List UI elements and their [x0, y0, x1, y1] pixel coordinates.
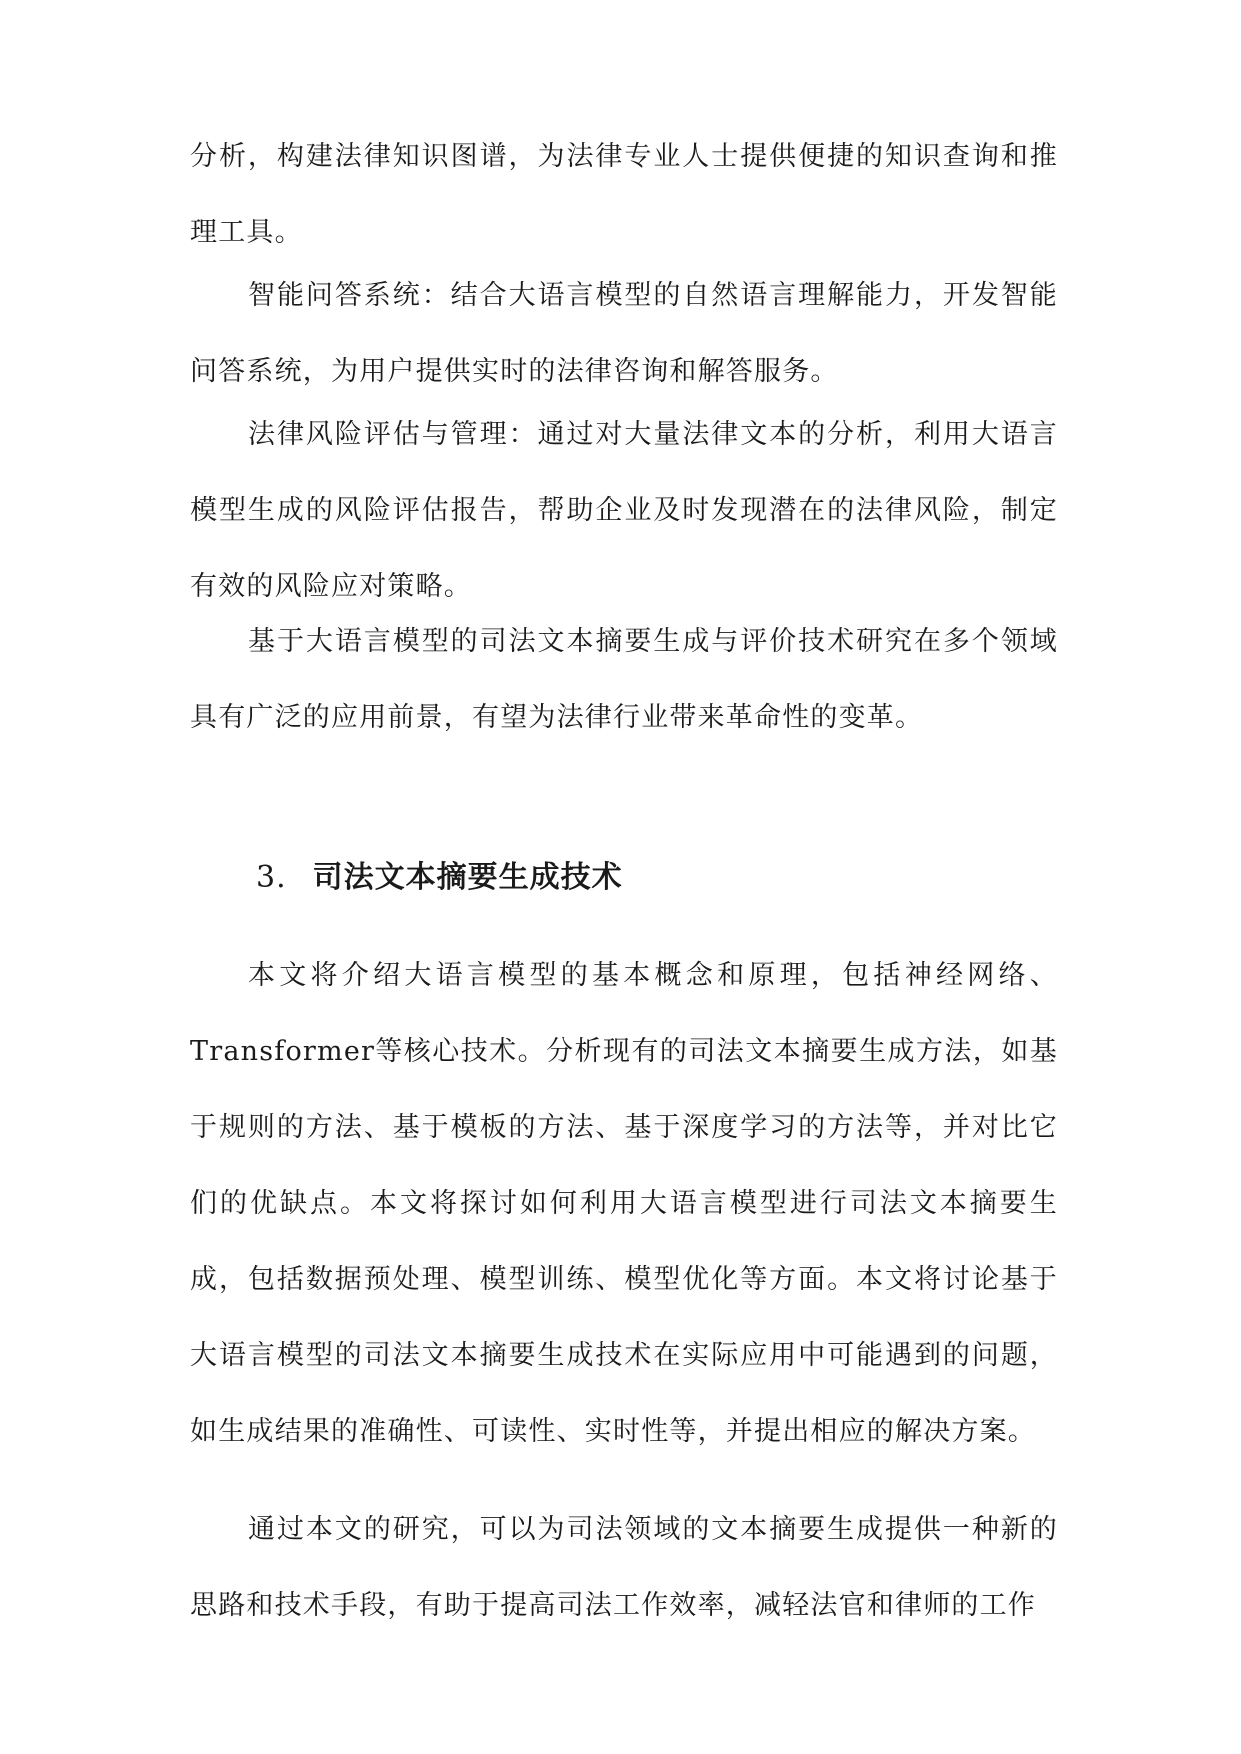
section-number: 3. — [256, 860, 287, 895]
paragraph-knowledge-graph: 分析，构建法律知识图谱，为法律专业人士提供便捷的知识查询和推理工具。 — [190, 141, 1058, 248]
paragraph-method-overview: 本文将介绍大语言模型的基本概念和原理，包括神经网络、Transformer等核心技术。分析现有的司法文本摘要生成方法，如基于规则的方法、基于模板的方法、基于深度学习的方法等，并对比它们的优缺点。本文将探讨如何利用大语言模型进行司法文本摘要生成，包括数据预处理、模型训练、模型优化等方面。本文将讨论基于大语言模型的司法文本摘要生成技术在实际应用中可能遇到的问题，如生成结果的准确性、可读性、实时性等，并提出相应的解决方案。 — [190, 960, 1058, 1447]
section-heading — [256, 858, 623, 898]
paragraph-risk-assessment: 法律风险评估与管理：通过对大量法律文本的分析，利用大语言模型生成的风险评估报告，帮助企业及时发现潜在的法律风险，制定有效的风险应对策略。 — [190, 419, 1058, 602]
section-title: 司法文本摘要生成技术 — [312, 860, 623, 895]
paragraph-research-value: 通过本文的研究，可以为司法领域的文本摘要生成提供一种新的思路和技术手段，有助于提高司法工作效率，减轻法官和律师的工作 — [190, 1514, 1058, 1621]
paragraph-qa-system: 智能问答系统：结合大语言模型的自然语言理解能力，开发智能问答系统，为用户提供实时的法律咨询和解答服务。 — [190, 280, 1058, 387]
paragraph-application-prospects: 基于大语言模型的司法文本摘要生成与评价技术研究在多个领域具有广泛的应用前景，有望为法律行业带来革命性的变革。 — [190, 626, 1058, 733]
